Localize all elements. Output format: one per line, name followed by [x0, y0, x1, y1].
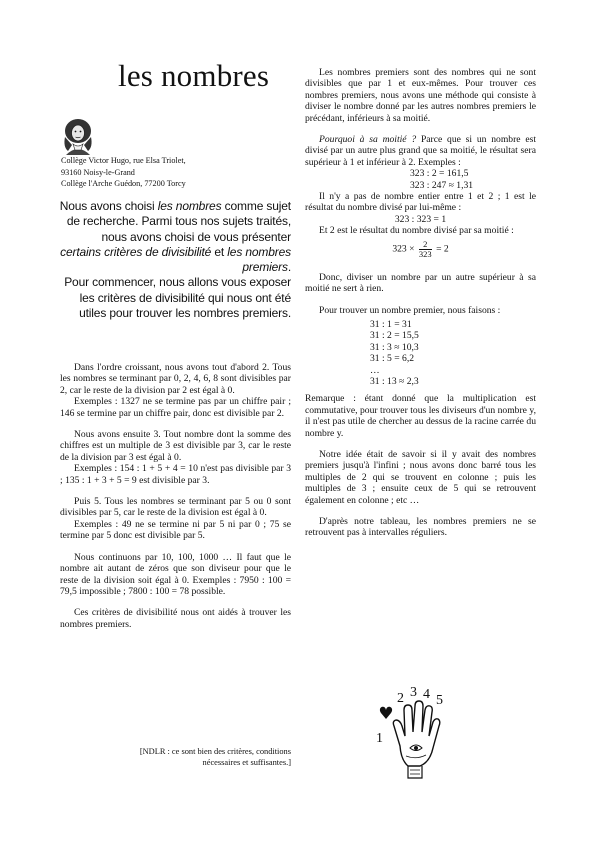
paragraph: Exemples : 49 ne se termine ni par 5 ni par 0 ; 75 se termine par 5 donc est divisible par 5.	[60, 518, 291, 542]
digit-label: 3	[410, 686, 417, 700]
paragraph: Notre idée était de savoir si il y avait des nombres premiers jusqu'à l'infini ; nous avons donc barré tous les multiples de 2 qui se trouvent en colonne ; puis les multiples de 3 ; ensuite ceux de 5 qui se retrouvent également en colonne ; etc …	[305, 448, 536, 506]
question: Pourquoi à sa moitié ?	[319, 134, 417, 146]
paragraph: Dans l'ordre croissant, nous avons tout d'abord 2. Tous les nombres se terminant par 0, 2, 4, 6, 8 sont divisibles par 2, car le reste de la division par 2 est égal à 0.	[60, 362, 291, 396]
division: 31 : 5 = 6,2	[370, 353, 415, 365]
intro-text: .	[287, 260, 291, 275]
example: 323 : 2 = 161,5	[410, 168, 469, 180]
numerator: 2	[419, 240, 432, 250]
editor-note	[91, 746, 291, 768]
division: 31 : 2 = 15,5	[370, 330, 419, 342]
digit-label: 1	[376, 731, 383, 746]
heart-icon	[380, 707, 392, 719]
paragraph: Remarque : étant donné que la multiplication est commutative, pour trouver tous les diviseurs d'un nombre y, il n'est pas utile de chercher au dessus de la racine carrée du nombre y.	[305, 393, 536, 439]
affiliation-line: Collège Victor Hugo, rue Elsa Triolet,	[61, 156, 186, 165]
left-column	[60, 362, 291, 630]
division: 31 : 1 = 31	[370, 318, 412, 330]
paragraph: Exemples : 154 : 1 + 5 + 4 = 10 n'est pas divisible par 3 ; 135 : 1 + 3 + 5 = 9 est divisible par 3.	[60, 463, 291, 486]
intro-emphasis: certains critères de divisibilité	[60, 244, 212, 259]
paragraph: Pour trouver un nombre premier, nous faisons :	[319, 304, 501, 316]
paragraph-text: Parce que si un nombre est divisé par un autre plus grand que sa moitié, le résultat sera supérieur à 1 et inférieur à 2. Exemples :	[305, 134, 536, 168]
paragraph: Nous avons ensuite 3. Tout nombre dont la somme des chiffres est un multiple de 3 est divisible par 3, car le reste de la division par 3 est égal à 0.	[60, 429, 291, 463]
paragraph: Les nombres premiers sont des nombres qui ne sont divisibles que par 1 et eux-mêmes. Pour trouver ces nombres premiers, nous avons une méthode qui consiste à diviser le nombre donné par les autres nombres premiers le précédant, inférieurs à sa moitié.	[305, 67, 536, 124]
paragraph: Il n'y a pas de nombre entier entre 1 et 2 ; 1 est le résultat du nombre divisé par lui-même :	[305, 191, 536, 214]
division: 31 : 3 ≈ 10,3	[370, 341, 419, 353]
division-list	[370, 319, 536, 387]
page-title: les nombres	[118, 58, 270, 93]
example: 323 : 247 ≈ 1,31	[410, 179, 474, 191]
division: …	[370, 364, 380, 376]
affiliation-line: Collège l'Arche Guédon, 77200 Torcy	[61, 179, 186, 188]
hand-outline	[393, 701, 439, 766]
hand-counting-illustration	[372, 686, 458, 782]
right-column	[305, 67, 536, 539]
affiliation-line: 93160 Noisy-le-Grand	[61, 167, 135, 177]
paragraph: Ces critères de divisibilité nous ont aidés à trouver les nombres premiers.	[60, 607, 291, 630]
paragraph: Et 2 est le résultat du nombre divisé par sa moitié :	[319, 225, 514, 237]
intro-text: Nous avons choisi	[59, 199, 158, 213]
denominator: 323	[418, 248, 432, 259]
paragraph	[305, 134, 536, 168]
paragraph: Exemples : 1327 ne se termine pas par un chiffre pair ; 146 se termine par un chiffre pair, donc est divisible par 2.	[60, 396, 291, 419]
paragraph: Puis 5. Tous les nombres se terminant par 5 ou 0 sont divisibles par 5, car le reste de la division est égal à 0.	[60, 496, 291, 519]
equation-part: 323 ×	[392, 243, 415, 255]
equation-part: = 2	[436, 243, 449, 255]
school-affiliation	[61, 155, 261, 190]
fraction	[419, 240, 432, 259]
paragraph: Nous continuons par 10, 100, 1000 … Il faut que le nombre ait autant de zéros que son diviseur pour que le reste de la division soit égal à 0. Exemples : 7950 : 100 = 79,5 impossible ; 7800 : 100 = 78 possible.	[60, 551, 291, 597]
digit-label: 5	[436, 693, 443, 708]
note-line: [NDLR : ce sont bien des critères, conditions	[139, 747, 291, 756]
equation: 323 : 323 = 1	[394, 213, 447, 225]
author-portrait-engraving	[60, 117, 96, 155]
example-list	[410, 168, 536, 191]
paragraph: Donc, diviser un nombre par un autre supérieur à sa moitié ne sert à rien.	[305, 271, 536, 295]
digit-label: 4	[423, 687, 430, 702]
intro-text: comme sujet de recherche. Parmi tous nos sujets traités, nous avons choisi de vous présenter	[66, 199, 291, 244]
intro-emphasis: les nombres	[157, 199, 222, 213]
digit-label: 2	[397, 691, 404, 706]
intro-text: Pour commencer, nous allons vous exposer les critères de divisibilité qui nous ont été utiles pour trouver les nombres premiers.	[64, 275, 291, 321]
division: 31 : 13 ≈ 2,3	[370, 375, 419, 387]
intro-text: et	[211, 244, 228, 259]
note-line: nécessaires et suffisantes.]	[202, 758, 291, 767]
paragraph: D'après notre tableau, les nombres premiers ne se retrouvent pas à intervalles réguliers.	[305, 516, 536, 539]
equation	[305, 240, 536, 259]
intro-emphasis: les nombres premiers	[227, 244, 291, 275]
introduction	[58, 199, 291, 321]
